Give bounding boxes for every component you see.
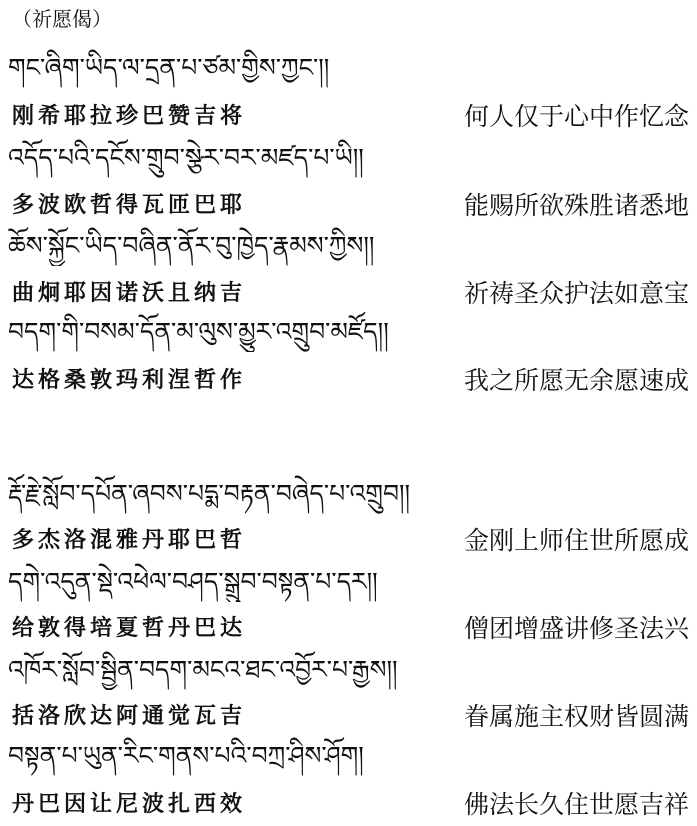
- transliteration-line: 给敦得培夏哲丹巴达: [12, 616, 247, 641]
- chinese-translation: 何人仅于心中作忆念: [463, 102, 689, 131]
- transliteration-line: 丹巴因让尼波扎西效: [12, 792, 247, 817]
- transliteration-line: 多波欧哲得瓦匝巴耶: [12, 193, 247, 218]
- prayer-heading: （祈愿偈）: [12, 7, 112, 31]
- transliteration-line: 括洛欣达阿通觉瓦吉: [12, 704, 247, 729]
- tibetan-line: རྡོ་རྗེ་སློབ་དཔོན་ཞབས་པདྨ་བརྟན་བཞེད་པ་འགྲུབ།།: [8, 479, 411, 508]
- chinese-translation: 祈祷圣众护法如意宝: [463, 279, 689, 308]
- tibetan-line: བསྟན་པ་ཡུན་རིང་གནས་པའི་བཀྲ་ཤིས་ཤོག།: [8, 741, 364, 770]
- chinese-translation: 眷属施主权财皆圆满: [463, 702, 689, 731]
- transliteration-line: 刚希耶拉珍巴赞吉将: [12, 104, 247, 129]
- transliteration-line: 曲炯耶因诺沃且纳吉: [12, 281, 247, 306]
- chinese-translation: 佛法长久住世愿吉祥: [463, 790, 689, 819]
- tibetan-line: བདག་གི་བསམ་དོན་མ་ལུས་མྱུར་འགྲུབ་མཛོད།།: [8, 317, 389, 346]
- chinese-translation: 能赐所欲殊胜诸悉地: [463, 191, 689, 220]
- tibetan-line: ཆོས་སྐྱོང་ཡིད་བཞིན་ནོར་བུ་ཁྱེད་རྣམས་ཀྱིས།།: [8, 231, 375, 260]
- chinese-translation: 金刚上师住世所愿成: [463, 526, 689, 555]
- chinese-translation: 我之所愿无余愿速成: [463, 366, 689, 395]
- transliteration-line: 达格桑敦玛利涅哲作: [12, 368, 247, 393]
- chinese-translation: 僧团增盛讲修圣法兴: [463, 614, 689, 643]
- tibetan-line: གང་ཞིག་ཡིད་ལ་དྲན་པ་ཙམ་གྱིས་ཀྱང་།།: [8, 53, 330, 82]
- tibetan-line: འཁོར་སློབ་སྦྱིན་བདག་མངའ་ཐང་འབྱོར་པ་རྒྱས།།: [8, 655, 398, 684]
- tibetan-line: འདོད་པའི་དངོས་གྲུབ་སྩེར་བར་མཛད་པ་ཡི།།: [8, 143, 364, 172]
- tibetan-line: དགེ་འདུན་སྡེ་འཕེལ་བཤད་སྒྲུབ་བསྟན་པ་དར།།: [8, 567, 378, 596]
- transliteration-line: 多杰洛混雅丹耶巴哲: [12, 528, 247, 553]
